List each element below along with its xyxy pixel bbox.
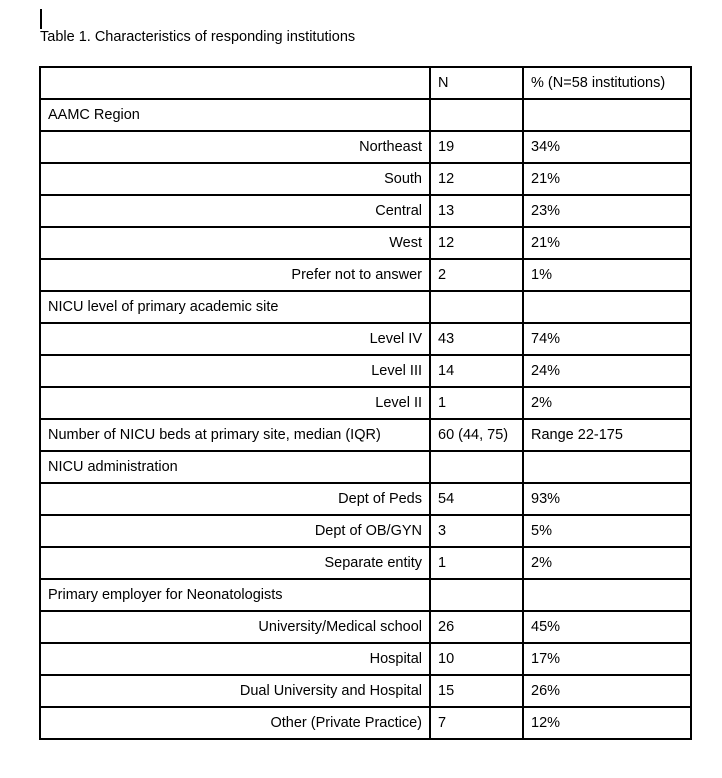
table-row <box>40 611 691 643</box>
pct-cell <box>523 291 691 323</box>
pct-cell: 21% <box>523 227 691 259</box>
pct-cell: 74% <box>523 323 691 355</box>
table-row <box>40 515 691 547</box>
section-label-cell: NICU administration <box>40 451 430 483</box>
row-label-cell: West <box>40 227 430 259</box>
section-label-cell: NICU level of primary academic site <box>40 291 430 323</box>
pct-cell: 24% <box>523 355 691 387</box>
pct-cell <box>523 99 691 131</box>
characteristics-table <box>39 66 692 740</box>
row-label-cell: Level IV <box>40 323 430 355</box>
table-row <box>40 163 691 195</box>
n-cell <box>430 451 523 483</box>
n-cell <box>430 99 523 131</box>
table-section-row <box>40 451 691 483</box>
row-label-cell: Hospital <box>40 643 430 675</box>
row-label-cell: Other (Private Practice) <box>40 707 430 739</box>
n-cell: 3 <box>430 515 523 547</box>
row-label-cell: Dual University and Hospital <box>40 675 430 707</box>
pct-cell: 21% <box>523 163 691 195</box>
n-cell: 1 <box>430 387 523 419</box>
pct-cell: 12% <box>523 707 691 739</box>
n-cell: 2 <box>430 259 523 291</box>
table-body <box>40 67 691 739</box>
table-section-row <box>40 291 691 323</box>
table-row <box>40 227 691 259</box>
pct-cell: 17% <box>523 643 691 675</box>
n-cell: 60 (44, 75) <box>430 419 523 451</box>
pct-cell: 1% <box>523 259 691 291</box>
n-cell <box>430 291 523 323</box>
n-cell: 1 <box>430 547 523 579</box>
pct-cell: 26% <box>523 675 691 707</box>
table-header-row <box>40 67 691 99</box>
table-row <box>40 547 691 579</box>
pct-cell: 5% <box>523 515 691 547</box>
row-label-cell: Separate entity <box>40 547 430 579</box>
table-row <box>40 259 691 291</box>
table-row <box>40 707 691 739</box>
header-label-cell <box>40 67 430 99</box>
n-cell: 14 <box>430 355 523 387</box>
n-cell: 7 <box>430 707 523 739</box>
row-label-cell: Level III <box>40 355 430 387</box>
table-row <box>40 643 691 675</box>
table-row <box>40 387 691 419</box>
header-n-cell: N <box>430 67 523 99</box>
table-row <box>40 195 691 227</box>
table-row <box>40 675 691 707</box>
row-label-cell: South <box>40 163 430 195</box>
n-cell: 12 <box>430 227 523 259</box>
section-label-cell: Number of NICU beds at primary site, median (IQR) <box>40 419 430 451</box>
table-row <box>40 323 691 355</box>
row-label-cell: Dept of Peds <box>40 483 430 515</box>
n-cell: 10 <box>430 643 523 675</box>
n-cell: 54 <box>430 483 523 515</box>
pct-cell: 23% <box>523 195 691 227</box>
row-label-cell: University/Medical school <box>40 611 430 643</box>
n-cell: 12 <box>430 163 523 195</box>
table-section-row <box>40 99 691 131</box>
pct-cell: Range 22-175 <box>523 419 691 451</box>
row-label-cell: Prefer not to answer <box>40 259 430 291</box>
n-cell <box>430 579 523 611</box>
row-label-cell: Northeast <box>40 131 430 163</box>
text-cursor <box>40 9 42 29</box>
n-cell: 15 <box>430 675 523 707</box>
pct-cell <box>523 579 691 611</box>
table-section-row <box>40 419 691 451</box>
row-label-cell: Dept of OB/GYN <box>40 515 430 547</box>
section-label-cell: AAMC Region <box>40 99 430 131</box>
n-cell: 26 <box>430 611 523 643</box>
table-section-row <box>40 579 691 611</box>
pct-cell <box>523 451 691 483</box>
pct-cell: 93% <box>523 483 691 515</box>
header-pct-cell: % (N=58 institutions) <box>523 67 691 99</box>
table-caption: Table 1. Characteristics of responding institutions <box>40 29 356 45</box>
pct-cell: 45% <box>523 611 691 643</box>
table-row <box>40 355 691 387</box>
row-label-cell: Level II <box>40 387 430 419</box>
pct-cell: 2% <box>523 547 691 579</box>
section-label-cell: Primary employer for Neonatologists <box>40 579 430 611</box>
n-cell: 19 <box>430 131 523 163</box>
table-row <box>40 483 691 515</box>
pct-cell: 2% <box>523 387 691 419</box>
n-cell: 43 <box>430 323 523 355</box>
pct-cell: 34% <box>523 131 691 163</box>
table-row <box>40 131 691 163</box>
n-cell: 13 <box>430 195 523 227</box>
row-label-cell: Central <box>40 195 430 227</box>
